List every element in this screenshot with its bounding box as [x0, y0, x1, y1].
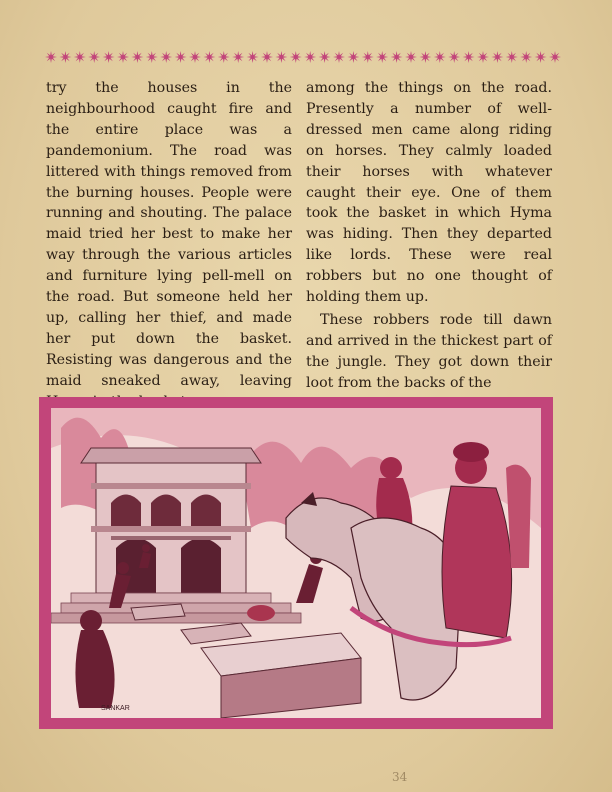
ornament-star [405, 51, 417, 63]
ornament-star [549, 51, 561, 63]
illustration-frame [39, 397, 553, 729]
ornament-star [506, 51, 518, 63]
ornament-star [74, 51, 86, 63]
ornament-star [131, 51, 143, 63]
ornament-star [520, 51, 532, 63]
ornament-star [391, 51, 403, 63]
left-column [46, 78, 292, 413]
ornament-star [362, 51, 374, 63]
ornament-star [160, 51, 172, 63]
ornament-star [448, 51, 460, 63]
ornament-star [218, 51, 230, 63]
ornament-star [261, 51, 273, 63]
right-column [306, 78, 552, 394]
ornament-star [333, 51, 345, 63]
ornament-star [463, 51, 475, 63]
burning-building [81, 448, 261, 593]
right-column-paragraph-2: These robbers rode till dawn and arrived in the thickest part of the jungle. They got down their loot from the backs of the [306, 311, 552, 391]
ornament-star [189, 51, 201, 63]
ornament-star [103, 51, 115, 63]
ornament-star [319, 51, 331, 63]
ornament-star [247, 51, 259, 63]
ornament-star [347, 51, 359, 63]
ornament-star [146, 51, 158, 63]
left-column-text: try the houses in the neighbourhood caught fire and the entire place was a pandemonium. The road was littered with things removed from the burning houses. People were running and shouting. The palace maid tried her best to make her way through the various articles and furniture lying pell-mell on the road. But someone held her up, calling her thief, and made her put down the basket. Resisting was dangerous and the maid sneaked away, leaving [46, 80, 292, 389]
ornament-star [304, 51, 316, 63]
ornament-star [376, 51, 388, 63]
right-column-paragraph-1: among the things on the road. Presently a number of well-dressed men came along riding on horses. They calmly loaded their horses with whatever caught their eye. One of them took the basket in which Hyma was hiding. Then they departed like lords. These were real robbers but no one thought of holding them up. [306, 80, 552, 306]
ornament-star [491, 51, 503, 63]
decorative-border [44, 50, 564, 64]
ornament-star [535, 51, 547, 63]
ornament-star [117, 51, 129, 63]
illustration [51, 408, 541, 718]
ornament-star [175, 51, 187, 63]
ornament-row [44, 50, 564, 64]
ornament-star [477, 51, 489, 63]
ornament-star [275, 51, 287, 63]
page-number: 34 [392, 770, 408, 784]
ornament-star [203, 51, 215, 63]
ornament-star [419, 51, 431, 63]
ornament-star [88, 51, 100, 63]
ornament-star [434, 51, 446, 63]
illustration-signature: SANKAR [101, 705, 130, 712]
ornament-star [232, 51, 244, 63]
ornament-star [290, 51, 302, 63]
ornament-star [59, 51, 71, 63]
ornament-star [45, 51, 57, 63]
